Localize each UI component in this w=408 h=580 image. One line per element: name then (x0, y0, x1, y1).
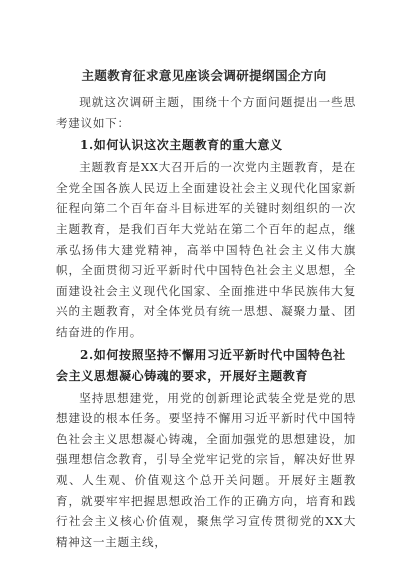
section-heading-2: 2.如何按照坚持不懈用习近平新时代中国特色社会主义思想凝心铸魂的要求，开展好主题教育 (56, 347, 346, 383)
document-title: 主题教育征求意见座谈会调研提纲国企方向 (81, 68, 327, 83)
section-heading-1: 1.如何认识这次主题教育的重大意义 (80, 138, 283, 153)
section-body-1: 主题教育是XX大召开后的一次党内主题教育，是在全党全国各族人民迈上全面建设社会主义现代化国家新征程向第二个百年奋斗目标进军的关键时刻组织的一次主题教育，是我们百年大党站在第二个百年的起点，继承弘扬伟大建党精神，高举中国特色社会主义伟大旗帜，全面贯彻习近平新时代中国特色社会主义思想，全面建设社会主义现代化国家、全面推进中华民族伟大复兴的主题教育，对全体党员有统一思想、凝聚力量、团结奋进的作用。 (56, 160, 356, 339)
intro-paragraph: 现就这次调研主题，围绕十个方面问题提出一些思考建议如下： (56, 95, 356, 130)
document-body (56, 92, 356, 552)
section-body-2: 坚持思想建党，用党的创新理论武装全党是党的思想建设的根本任务。要坚持不懈用习近平新时代中国特色社会主义思想凝心铸魂，全面加强党的思想建设，加强理想信念教育，引导全党牢记党的宗旨，解决好世界观、人生观、价值观这个总开关问题。开展好主题教育，就要牢牢把握思想政治工作的正确方向，培育和践行社会主义核心价值观，聚焦学习宣传贯彻党的XX大精神这一主题主线， (56, 390, 356, 549)
